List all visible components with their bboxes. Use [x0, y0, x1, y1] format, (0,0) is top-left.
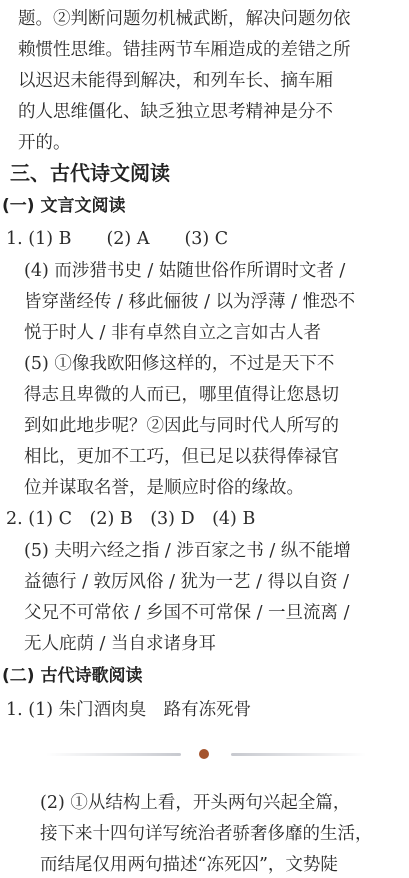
subsection-heading: (二) 古代诗歌阅读 [2, 666, 143, 686]
divider-bar-left [46, 753, 181, 756]
text-line: 开的。 [18, 133, 71, 153]
text-line: 的人思维僵化、缺乏独立思考精神是分不 [18, 102, 333, 122]
section-heading: 三、古代诗文阅读 [10, 161, 170, 185]
answer-line: 父兄不可常依 / 乡国不可常保 / 一旦流离 / [24, 603, 350, 623]
answer-line: 1. (1) 朱门酒肉臭 路有冻死骨 [6, 700, 252, 720]
answer-line: 接下来十四句详写统治者骄奢侈靡的生活， [40, 824, 373, 844]
subsection-heading: (一) 文言文阅读 [2, 196, 126, 216]
text-line: 赖惯性思维。错挂两节车厢造成的差错之所 [18, 40, 351, 60]
divider-dot [199, 749, 209, 759]
answer-line: 而结尾仅用两句描述“冻死囚”，文势陡 [40, 855, 338, 875]
answer-line: (2) ①从结构上看，开头两句兴起全篇， [40, 793, 351, 813]
answer-line: 悦于时人 / 非有卓然自立之言如古人者 [24, 323, 322, 343]
answer-line: 到如此地步呢？②因此与同时代人所写的 [24, 416, 339, 436]
answer-line: 相比，更加不工巧，但已足以获得俸禄官 [24, 447, 339, 467]
answer-line: (4) 而涉猎书史 / 姑随世俗作所谓时文者 / [24, 261, 346, 281]
answer-line: 1. (1) B (2) A (3) C [6, 229, 229, 249]
answer-line: 无人庇荫 / 当自求诸身耳 [24, 634, 217, 654]
answer-line: 益德行 / 敦厉风俗 / 犹为一艺 / 得以自资 / [24, 572, 350, 592]
answer-line: 得志且卑微的人而已，哪里值得让您恳切 [24, 385, 339, 405]
text-line: 题。②判断问题勿机械武断，解决问题勿依 [18, 9, 351, 29]
answer-line: 皆穿凿经传 / 移此俪彼 / 以为浮薄 / 惟恐不 [24, 292, 356, 312]
answer-line: (5) ①像我欧阳修这样的，不过是天下不 [24, 354, 335, 374]
answer-line: 位并谋取名誉，是顺应时俗的缘故。 [24, 478, 304, 498]
text-line: 以迟迟未能得到解决，和列车长、摘车厢 [18, 71, 333, 91]
divider-bar-right [231, 753, 366, 756]
answer-line: (5) 夫明六经之指 / 涉百家之书 / 纵不能增 [24, 541, 351, 561]
answer-line: 2. (1) C (2) B (3) D (4) B [6, 509, 256, 529]
page-divider [46, 747, 366, 761]
